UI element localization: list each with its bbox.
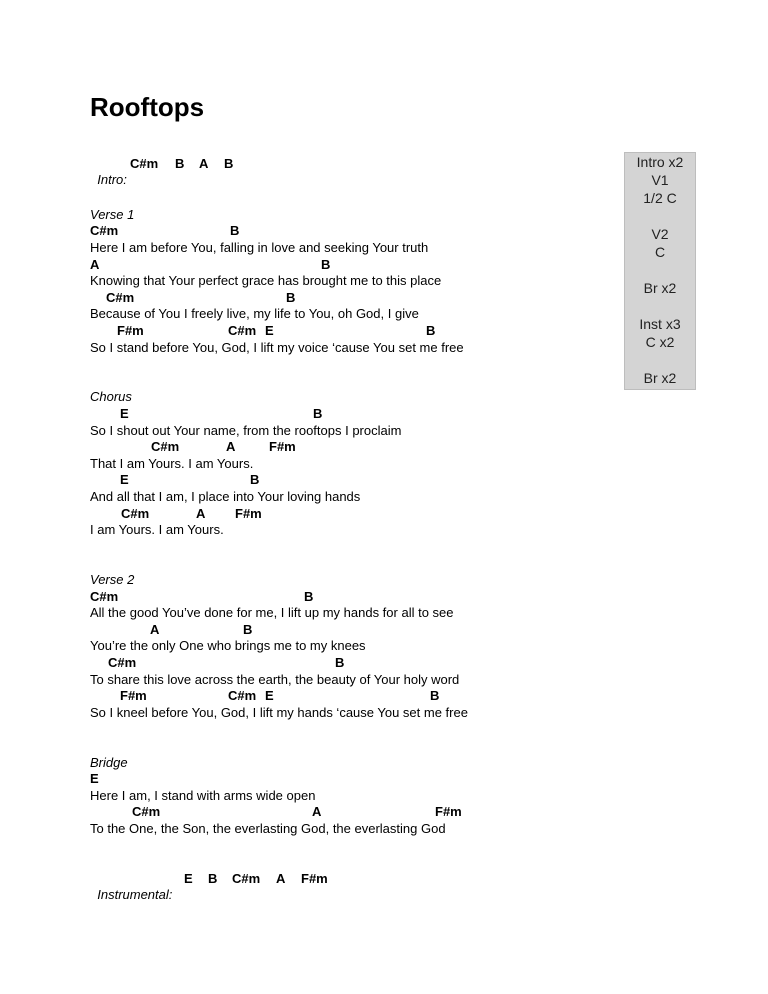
chord: B: [286, 290, 296, 305]
chord-line: [90, 406, 570, 422]
song-order-box: [624, 152, 696, 390]
chord-line: [90, 622, 570, 638]
chord: B: [230, 223, 240, 238]
lyric-line: Here I am, I stand with arms wide open: [90, 788, 316, 803]
order-spacer: [625, 261, 695, 279]
chord-line: [90, 655, 570, 671]
chord: E: [265, 688, 274, 703]
chord: B: [243, 622, 253, 637]
chord: F#m: [120, 688, 147, 703]
instrumental-chord: B: [208, 871, 218, 886]
chord: B: [430, 688, 440, 703]
chord: C#m: [151, 439, 180, 454]
chord: E: [90, 771, 99, 786]
intro-chord: C#m: [130, 156, 159, 171]
chorus-label: Chorus: [90, 389, 132, 404]
lyric-line: To share this love across the earth, the beauty of Your holy word: [90, 672, 460, 687]
lyric-line: Knowing that Your perfect grace has brought me to this place: [90, 273, 442, 288]
chord: F#m: [435, 804, 462, 819]
chord: C#m: [108, 655, 137, 670]
chord-line: [90, 771, 570, 787]
lyric-line: I am Yours. I am Yours.: [90, 522, 224, 537]
instrumental-chord: E: [184, 871, 193, 886]
chord: C#m: [90, 589, 119, 604]
order-spacer: [625, 207, 695, 225]
chord: B: [335, 655, 345, 670]
order-item: C x2: [645, 334, 675, 350]
order-spacer: [625, 297, 695, 315]
order-item: 1/2 C: [643, 190, 677, 206]
order-spacer: [625, 351, 695, 369]
chord: F#m: [269, 439, 296, 454]
chord: A: [150, 622, 160, 637]
order-item: V2: [651, 226, 669, 242]
chord: C#m: [228, 688, 257, 703]
lyric-line: So I shout out Your name, from the rooftops I proclaim: [90, 423, 402, 438]
order-item: V1: [651, 172, 669, 188]
intro-chord: B: [175, 156, 185, 171]
instrumental-chord: F#m: [301, 871, 328, 886]
lyric-line: So I stand before You, God, I lift my voice ‘cause You set me free: [90, 340, 464, 355]
chord: C#m: [132, 804, 161, 819]
chord: F#m: [235, 506, 262, 521]
intro-chord: B: [224, 156, 234, 171]
chord-line: [90, 804, 570, 820]
chord-line: [90, 323, 570, 339]
instrumental-chord: A: [276, 871, 286, 886]
chord: B: [321, 257, 331, 272]
chord: F#m: [117, 323, 144, 338]
chord-line: [90, 290, 570, 306]
chord: B: [304, 589, 314, 604]
order-item: C: [654, 244, 666, 260]
lyric-line: That I am Yours. I am Yours.: [90, 456, 254, 471]
chord: A: [312, 804, 322, 819]
chord-line: [90, 472, 570, 488]
instrumental-chord: C#m: [232, 871, 261, 886]
chord: C#m: [228, 323, 257, 338]
instrumental-row: [90, 871, 490, 902]
lyric-line: Because of You I freely live, my life to You, oh God, I give: [90, 306, 419, 321]
chord: B: [250, 472, 260, 487]
lyric-line: Here I am before You, falling in love and seeking Your truth: [90, 240, 429, 255]
lyric-line: So I kneel before You, God, I lift my hands ‘cause You set me free: [90, 705, 468, 720]
intro-row: [90, 156, 490, 187]
chord-line: [90, 506, 570, 522]
chord: A: [226, 439, 236, 454]
chord: A: [90, 257, 100, 272]
verse1-label: Verse 1: [90, 207, 135, 222]
chord: C#m: [121, 506, 150, 521]
lyric-line: You’re the only One who brings me to my knees: [90, 638, 366, 653]
order-item: Inst x3: [639, 316, 681, 332]
chord-line: [90, 223, 570, 239]
chord: C#m: [106, 290, 135, 305]
chord-line: [90, 257, 570, 273]
chord: E: [120, 406, 129, 421]
lyric-line: To the One, the Son, the everlasting God, the everlasting God: [90, 821, 446, 836]
order-item: Br x2: [643, 370, 677, 386]
intro-label: Intro:: [97, 172, 127, 187]
order-item: Br x2: [643, 280, 677, 296]
chord: B: [313, 406, 323, 421]
chord-line: [90, 589, 570, 605]
lyric-line: And all that I am, I place into Your loving hands: [90, 489, 361, 504]
bridge-label: Bridge: [90, 755, 128, 770]
chord-line: [90, 439, 570, 455]
order-item: Intro x2: [636, 154, 684, 170]
chord: B: [426, 323, 436, 338]
intro-chord: A: [199, 156, 209, 171]
lyric-line: All the good You’ve done for me, I lift up my hands for all to see: [90, 605, 454, 620]
chord: E: [120, 472, 129, 487]
chord: A: [196, 506, 206, 521]
chord: E: [265, 323, 274, 338]
verse2-label: Verse 2: [90, 572, 135, 587]
song-title: Rooftops: [90, 92, 205, 122]
chord: C#m: [90, 223, 119, 238]
instrumental-label: Instrumental:: [97, 887, 173, 902]
chord-line: [90, 688, 570, 704]
